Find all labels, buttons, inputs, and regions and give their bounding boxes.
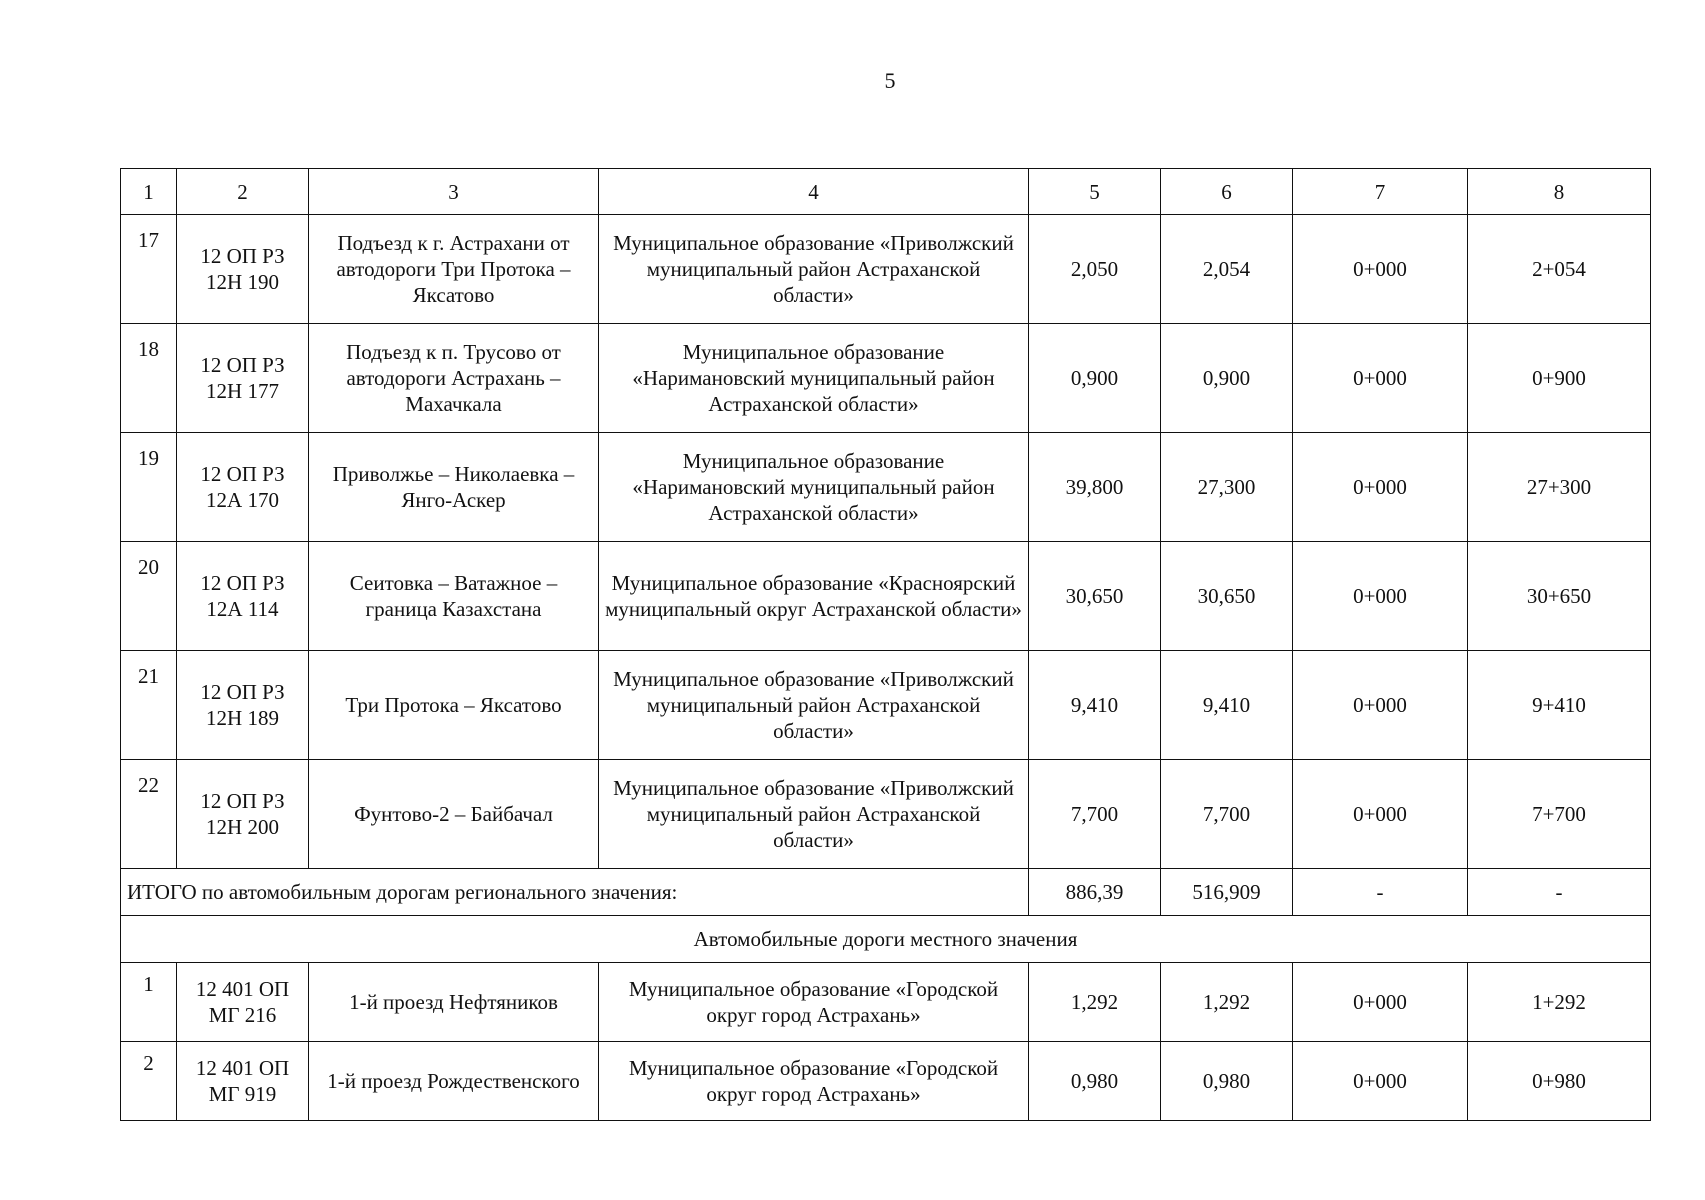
length-total: 0,900: [1029, 324, 1161, 433]
km-start: 0+000: [1293, 542, 1468, 651]
total-length-total: 886,39: [1029, 869, 1161, 916]
road-id: 12 ОП РЗ 12А 114: [177, 542, 309, 651]
municipality: Муниципальное образование «Красноярский муниципальный округ Астраханской области»: [599, 542, 1029, 651]
header-cell: 5: [1029, 169, 1161, 215]
km-start: 0+000: [1293, 433, 1468, 542]
km-start: 0+000: [1293, 324, 1468, 433]
total-length-section: 516,909: [1161, 869, 1293, 916]
length-total: 1,292: [1029, 963, 1161, 1042]
km-start: 0+000: [1293, 215, 1468, 324]
road-id: 12 401 ОП МГ 919: [177, 1042, 309, 1121]
section-header-row: [121, 916, 1651, 963]
header-cell: 4: [599, 169, 1029, 215]
table-row: [121, 1042, 1651, 1121]
km-end: 9+410: [1468, 651, 1651, 760]
km-start: 0+000: [1293, 963, 1468, 1042]
road-name: Фунтово-2 – Байбачал: [309, 760, 599, 869]
km-end: 0+900: [1468, 324, 1651, 433]
total-km-end: -: [1468, 869, 1651, 916]
section-title: Автомобильные дороги местного значения: [121, 916, 1651, 963]
row-number: 19: [121, 433, 177, 542]
length-total: 39,800: [1029, 433, 1161, 542]
municipality: Муниципальное образование «Наримановский муниципальный район Астраханской области»: [599, 433, 1029, 542]
roads-table: [120, 168, 1651, 1121]
table-row: [121, 651, 1651, 760]
km-start: 0+000: [1293, 760, 1468, 869]
table-row: [121, 433, 1651, 542]
total-label: ИТОГО по автомобильным дорогам регионального значения:: [121, 869, 1029, 916]
page-number: 5: [884, 68, 896, 93]
municipality: Муниципальное образование «Приволжский муниципальный район Астраханской области»: [599, 760, 1029, 869]
table-row: [121, 542, 1651, 651]
length-section: 2,054: [1161, 215, 1293, 324]
length-total: 30,650: [1029, 542, 1161, 651]
header-cell: 1: [121, 169, 177, 215]
km-end: 7+700: [1468, 760, 1651, 869]
municipality: Муниципальное образование «Городской округ город Астрахань»: [599, 1042, 1029, 1121]
road-name: Подъезд к г. Астрахани от автодороги Три Протока – Яксатово: [309, 215, 599, 324]
total-row: [121, 869, 1651, 916]
row-number: 20: [121, 542, 177, 651]
row-number: 1: [121, 963, 177, 1042]
road-id: 12 ОП РЗ 12Н 177: [177, 324, 309, 433]
km-end: 2+054: [1468, 215, 1651, 324]
row-number: 22: [121, 760, 177, 869]
header-cell: 7: [1293, 169, 1468, 215]
road-name: Три Протока – Яксатово: [309, 651, 599, 760]
municipality: Муниципальное образование «Приволжский муниципальный район Астраханской области»: [599, 215, 1029, 324]
km-start: 0+000: [1293, 651, 1468, 760]
km-start: 0+000: [1293, 1042, 1468, 1121]
road-id: 12 ОП РЗ 12Н 190: [177, 215, 309, 324]
km-end: 30+650: [1468, 542, 1651, 651]
municipality: Муниципальное образование «Наримановский муниципальный район Астраханской области»: [599, 324, 1029, 433]
road-name: 1-й проезд Рождественского: [309, 1042, 599, 1121]
row-number: 18: [121, 324, 177, 433]
km-end: 1+292: [1468, 963, 1651, 1042]
table-row: [121, 324, 1651, 433]
road-name: 1-й проезд Нефтяников: [309, 963, 599, 1042]
road-id: 12 ОП РЗ 12А 170: [177, 433, 309, 542]
header-cell: 6: [1161, 169, 1293, 215]
length-total: 9,410: [1029, 651, 1161, 760]
length-section: 7,700: [1161, 760, 1293, 869]
road-name: Приволжье – Николаевка – Янго-Аскер: [309, 433, 599, 542]
road-name: Сеитовка – Ватажное – граница Казахстана: [309, 542, 599, 651]
header-cell: 2: [177, 169, 309, 215]
header-cell: 3: [309, 169, 599, 215]
length-total: 7,700: [1029, 760, 1161, 869]
municipality: Муниципальное образование «Приволжский муниципальный район Астраханской области»: [599, 651, 1029, 760]
row-number: 21: [121, 651, 177, 760]
length-total: 2,050: [1029, 215, 1161, 324]
table-row: [121, 215, 1651, 324]
length-total: 0,980: [1029, 1042, 1161, 1121]
length-section: 0,900: [1161, 324, 1293, 433]
municipality: Муниципальное образование «Городской округ город Астрахань»: [599, 963, 1029, 1042]
km-end: 27+300: [1468, 433, 1651, 542]
row-number: 17: [121, 215, 177, 324]
header-cell: 8: [1468, 169, 1651, 215]
length-section: 30,650: [1161, 542, 1293, 651]
row-number: 2: [121, 1042, 177, 1121]
road-id: 12 ОП РЗ 12Н 200: [177, 760, 309, 869]
table-row: [121, 963, 1651, 1042]
road-name: Подъезд к п. Трусово от автодороги Астрахань – Махачкала: [309, 324, 599, 433]
road-id: 12 ОП РЗ 12Н 189: [177, 651, 309, 760]
length-section: 1,292: [1161, 963, 1293, 1042]
length-section: 0,980: [1161, 1042, 1293, 1121]
length-section: 9,410: [1161, 651, 1293, 760]
total-km-start: -: [1293, 869, 1468, 916]
table-header-row: [121, 169, 1651, 215]
road-id: 12 401 ОП МГ 216: [177, 963, 309, 1042]
table-row: [121, 760, 1651, 869]
length-section: 27,300: [1161, 433, 1293, 542]
km-end: 0+980: [1468, 1042, 1651, 1121]
